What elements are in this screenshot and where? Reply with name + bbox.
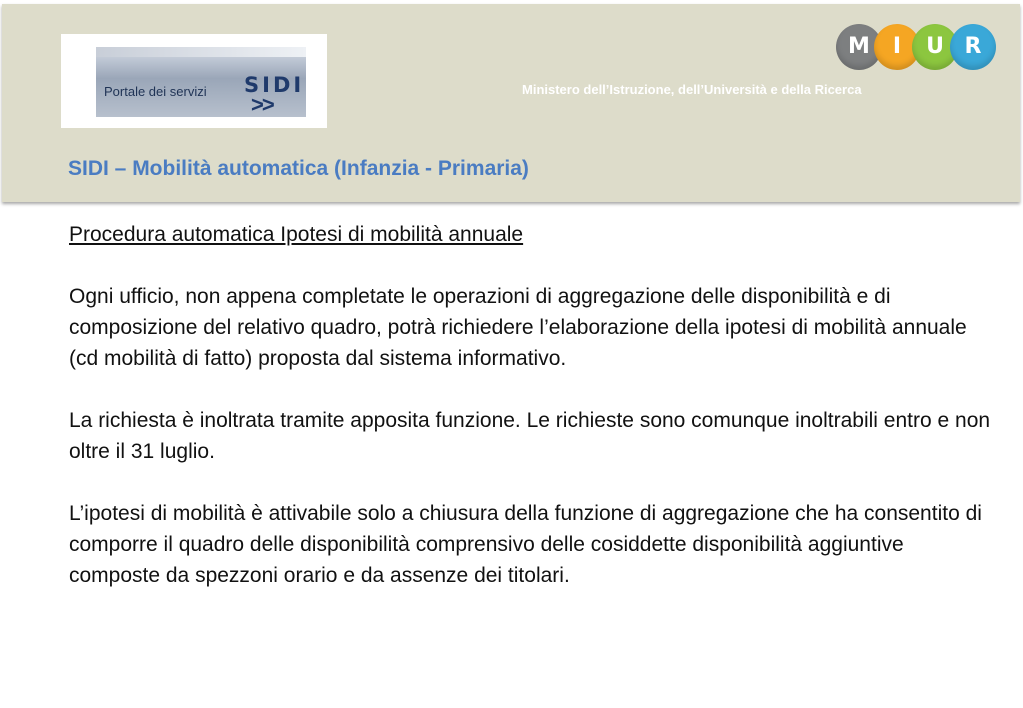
ministry-name: Ministero dell’Istruzione, dell’Università e della Ricerca: [522, 82, 862, 97]
miur-letter-u: U: [912, 24, 958, 70]
miur-letter-r: R: [950, 24, 996, 70]
miur-letter-m: M: [836, 24, 882, 70]
banner-stripe: [96, 47, 306, 57]
paragraph-3: L’ipotesi di mobilità è attivabile solo a chiusura della funzione di aggregazione che ha consentito di comporre il quadro delle disponibilità comprensivo delle cosiddette disponibilità aggiuntive composte da spezzoni orario e da assenze dei titolari.: [69, 502, 982, 587]
miur-letter-i: I: [874, 24, 920, 70]
sidi-portal-logo: [61, 34, 327, 128]
arrows-label: >>: [251, 92, 273, 117]
paragraph-1: Ogni ufficio, non appena completate le operazioni di aggregazione delle disponibilità e di composizione del relativo quadro, potrà richiedere l’elaborazione della ipotesi di mobilità annuale (cd mobilità di fatto) proposta dal sistema informativo.: [69, 285, 967, 370]
portal-label: Portale dei servizi: [104, 84, 207, 99]
slide-subtitle: Procedura automatica Ipotesi di mobilità annuale: [69, 223, 524, 246]
sidi-banner-image: [96, 47, 306, 117]
miur-logo: [836, 24, 996, 74]
slide-title: SIDI – Mobilità automatica (Infanzia - Primaria): [68, 157, 529, 180]
slide-body: [69, 219, 999, 622]
sidi-label: SIDI: [244, 73, 305, 97]
paragraph-2: La richiesta è inoltrata tramite apposita funzione. Le richieste sono comunque inoltrabili entro e non oltre il 31 luglio.: [69, 409, 991, 463]
